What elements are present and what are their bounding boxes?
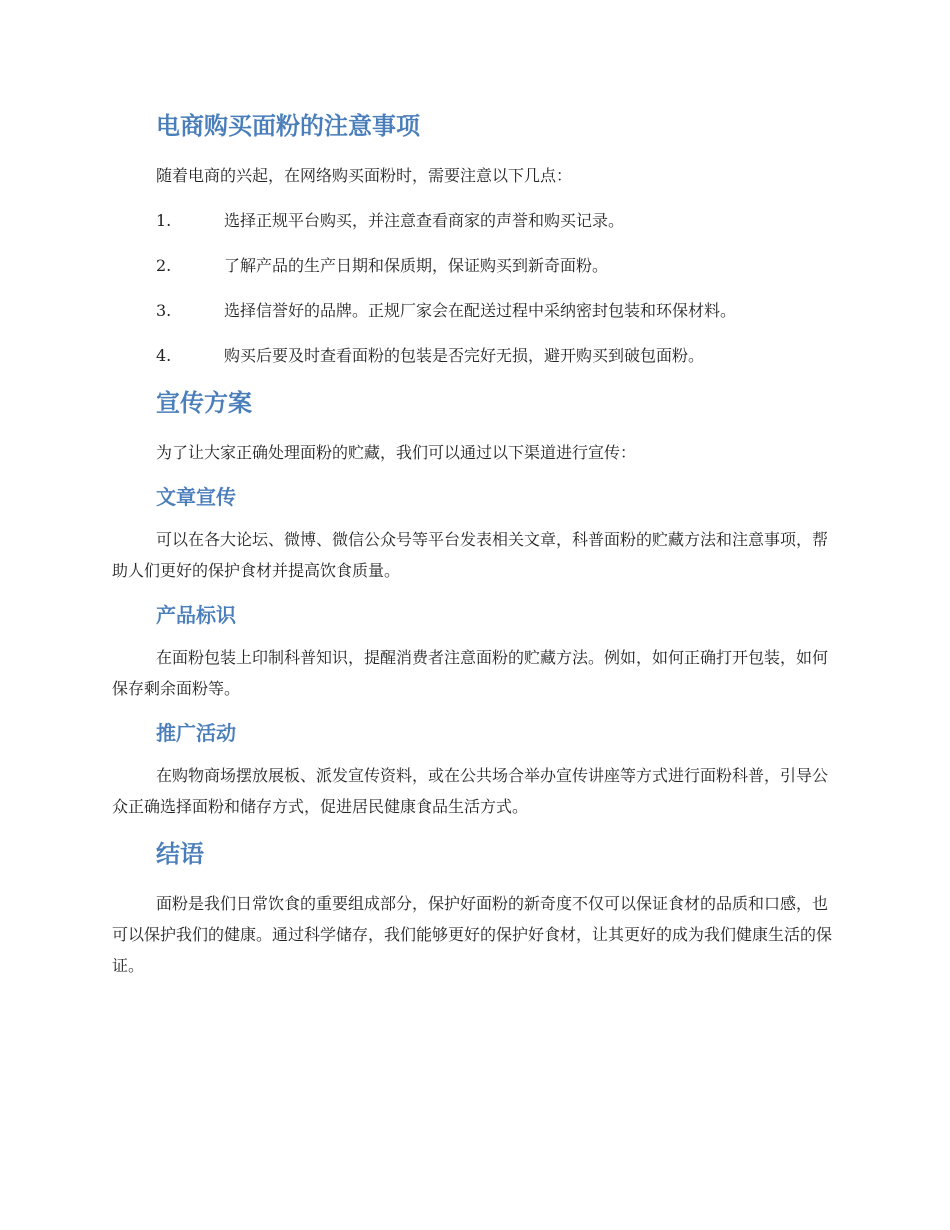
- conclusion-text: 面粉是我们日常饮食的重要组成部分，保护好面粉的新奇度不仅可以保证食材的品质和口感，也可以保护我们的健康。通过科学储存，我们能够更好的保护好食材，让其更好的成为我们健康生活的保证。: [112, 894, 833, 975]
- subsection-text-events: 在购物商场摆放展板、派发宣传资料，或在公共场合举办宣传讲座等方式进行面粉科普，引导公众正确选择面粉和储存方式，促进居民健康食品生活方式。: [112, 766, 829, 816]
- list-item-number: 3.: [156, 301, 172, 320]
- list-item-text: 了解产品的生产日期和保质期，保证购买到新奇面粉。: [224, 256, 609, 275]
- list-item-number: 1.: [156, 211, 172, 230]
- section-title-ecommerce: 电商购买面粉的注意事项: [156, 112, 420, 140]
- promotion-intro: 为了让大家正确处理面粉的贮藏，我们可以通过以下渠道进行宣传：: [156, 443, 637, 462]
- subsection-title-articles: 文章宣传: [156, 485, 236, 509]
- list-item: [156, 205, 838, 236]
- list-item-number: 4.: [156, 346, 172, 365]
- list-item: [156, 340, 838, 371]
- list-item: [156, 295, 838, 326]
- subsection-title-labeling: 产品标识: [156, 603, 236, 627]
- subsection-title-events: 推广活动: [156, 721, 236, 745]
- list-item-text: 选择信誉好的品牌。正规厂家会在配送过程中采纳密封包装和环保材料。: [224, 301, 737, 320]
- subsection-text-articles: 可以在各大论坛、微博、微信公众号等平台发表相关文章，科普面粉的贮藏方法和注意事项，帮助人们更好的保护食材并提高饮食质量。: [112, 530, 829, 580]
- section-title-promotion: 宣传方案: [156, 389, 252, 417]
- list-item: [156, 250, 838, 281]
- ecommerce-list: [112, 205, 838, 371]
- ecommerce-intro: 随着电商的兴起，在网络购买面粉时，需要注意以下几点：: [156, 166, 573, 185]
- list-item-text: 购买后要及时查看面粉的包装是否完好无损，避开购买到破包面粉。: [224, 346, 705, 365]
- subsection-text-labeling: 在面粉包装上印制科普知识，提醒消费者注意面粉的贮藏方法。例如，如何正确打开包装，如何保存剩余面粉等。: [112, 648, 829, 698]
- list-item-number: 2.: [156, 256, 172, 275]
- section-title-conclusion: 结语: [156, 840, 204, 868]
- list-item-text: 选择正规平台购买，并注意查看商家的声誉和购买记录。: [224, 211, 625, 230]
